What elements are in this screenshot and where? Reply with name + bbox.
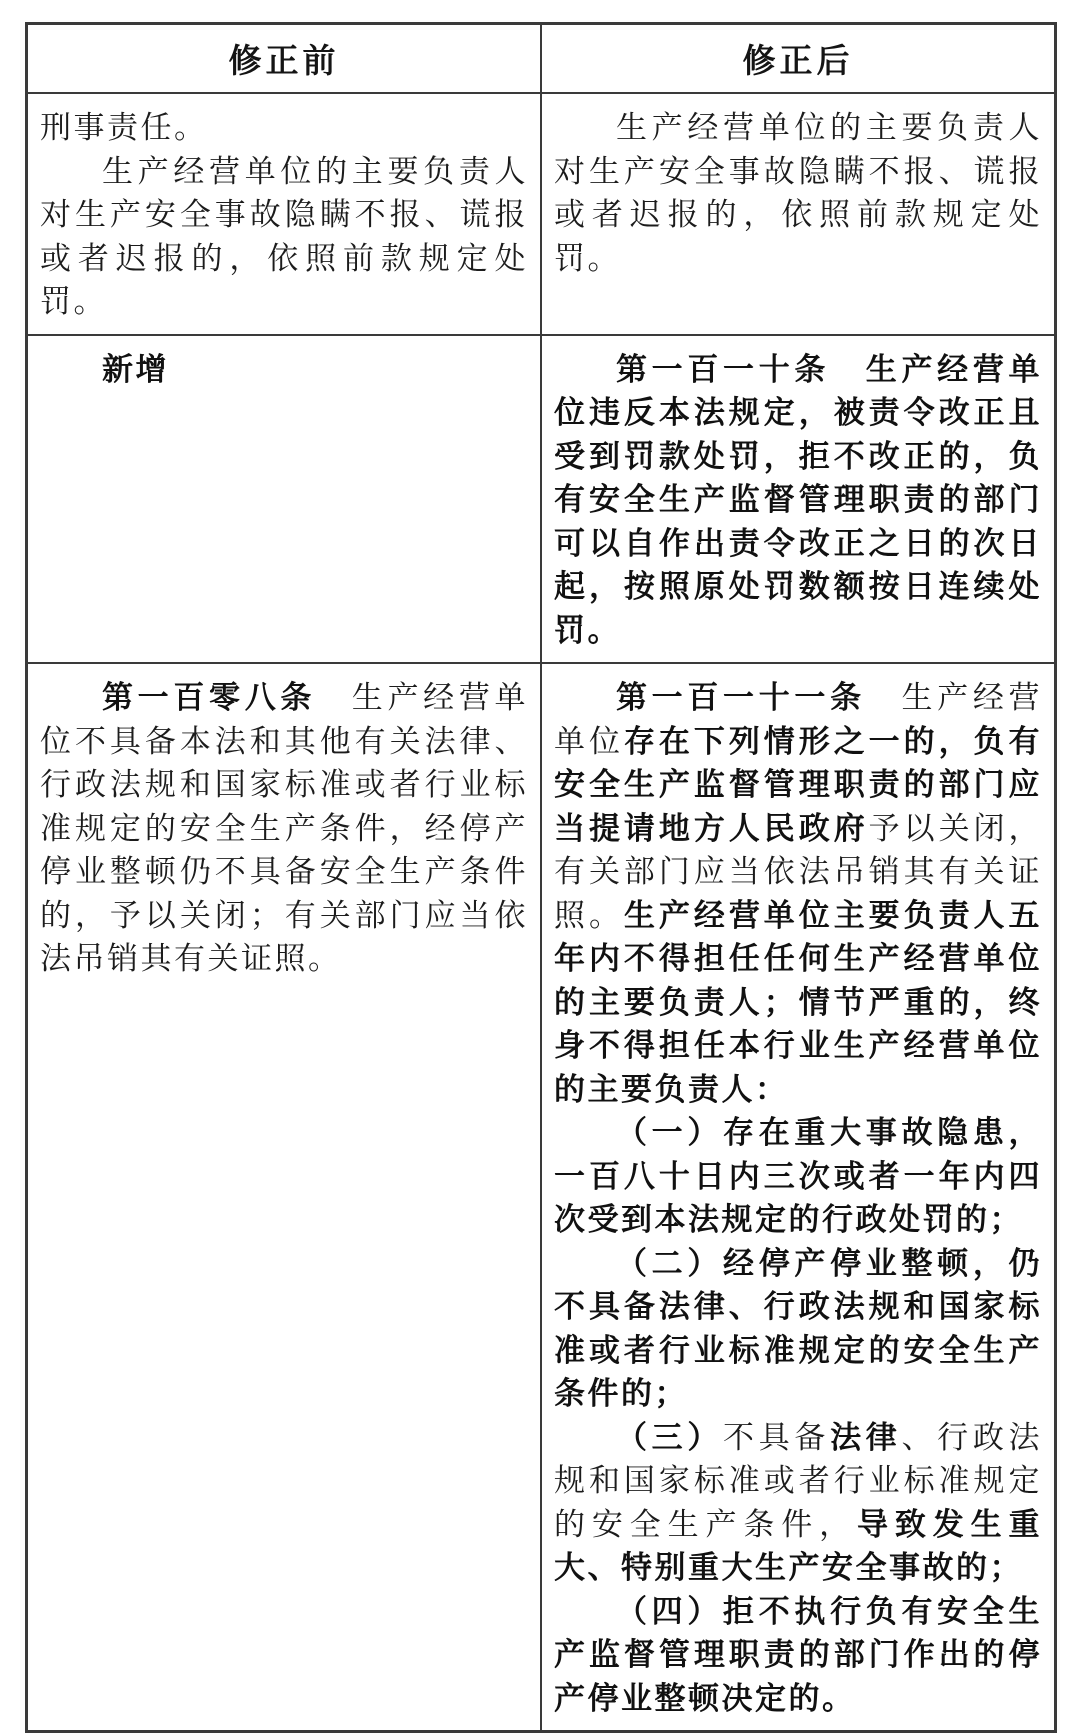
paragraph	[554, 1416, 1042, 1590]
text-run: 生产经营单位	[554, 680, 1043, 759]
paragraph	[554, 676, 1042, 1111]
text-run: 第一百一十条 生产经营单位违反本法规定，被责令改正且受到罚款处罚，拒不改正的，负有安全生产监督管理职责的部门可以自作出责令改正之日的次日起，按照原处罚数额按日连续处罚。	[554, 351, 1042, 648]
paragraph	[40, 106, 528, 150]
cell-after	[541, 335, 1056, 664]
text-run: 第一百一十一条	[616, 680, 902, 715]
text-run: 法律	[830, 1419, 902, 1455]
text-run: （四）拒不执行负有安全生产监督管理职责的部门作出的停产停业整顿决定的。	[554, 1593, 1042, 1716]
paragraph	[554, 348, 1042, 653]
paragraph	[40, 150, 528, 324]
cell-after	[541, 663, 1056, 1732]
text-run: 生产经营单位不具备本法和其他有关法律、行政法规和国家标准或者行业标准规定的安全生产条件，经停产停业整顿仍不具备安全生产条件的，予以关闭；有关部门应当依法吊销其有关证照。	[40, 680, 529, 976]
table-row	[27, 663, 1056, 1732]
paragraph	[554, 1111, 1042, 1242]
header-cell-after: 修正后	[541, 24, 1056, 94]
text-run: 新增	[102, 351, 169, 387]
text-run: 导致发生重大、特别重大生产安全事故的；	[554, 1506, 1042, 1585]
header-row	[27, 24, 1056, 94]
text-run: 第一百零八条	[102, 680, 352, 715]
header-cell-before: 修正前	[27, 24, 542, 94]
cell-before	[27, 335, 542, 664]
cell-before	[27, 663, 542, 1732]
table-row	[27, 335, 1056, 664]
paragraph	[554, 1590, 1042, 1721]
cell-before	[27, 93, 542, 335]
paragraph	[40, 348, 528, 392]
text-run: 存在下列情形之一的，负有安全生产监督管理职责的部门应当提请地方人民政府	[554, 723, 1043, 846]
text-run: 刑事责任。	[40, 110, 208, 145]
text-run: 生产经营单位主要负责人五年内不得担任任何生产经营单位的主要负责人；情节严重的，终身不得担任本行业生产经营单位的主要负责人：	[554, 897, 1043, 1107]
text-run: （一）存在重大事故隐患，一百八十日内三次或者一年内四次受到本法规定的行政处罚的；	[554, 1115, 1042, 1237]
paragraph	[554, 1242, 1042, 1416]
paragraph	[40, 676, 528, 981]
table-header	[27, 24, 1056, 94]
table-body	[27, 93, 1056, 1732]
text-run: 、行政法规和国家标准或者行业标准规定的安全生产条件，	[554, 1419, 1043, 1542]
text-run: （二）经停产停业整顿，仍不具备法律、行政法规和国家标准或者行业标准规定的安全生产条件的；	[554, 1245, 1042, 1411]
amendment-comparison-table	[25, 22, 1057, 1733]
cell-after	[541, 93, 1056, 335]
table-row	[27, 93, 1056, 335]
paragraph	[554, 106, 1042, 280]
text-run: 生产经营单位的主要负责人对生产安全事故隐瞒不报、谎报或者迟报的，依照前款规定处罚。	[554, 110, 1042, 276]
text-run: 予以关闭，有关部门应当依法吊销其有关证照。	[554, 810, 1043, 933]
text-run: （三）	[616, 1419, 724, 1455]
text-run: 生产经营单位的主要负责人对生产安全事故隐瞒不报、谎报或者迟报的，依照前款规定处罚。	[40, 153, 528, 319]
text-run: 不具备	[723, 1419, 831, 1455]
